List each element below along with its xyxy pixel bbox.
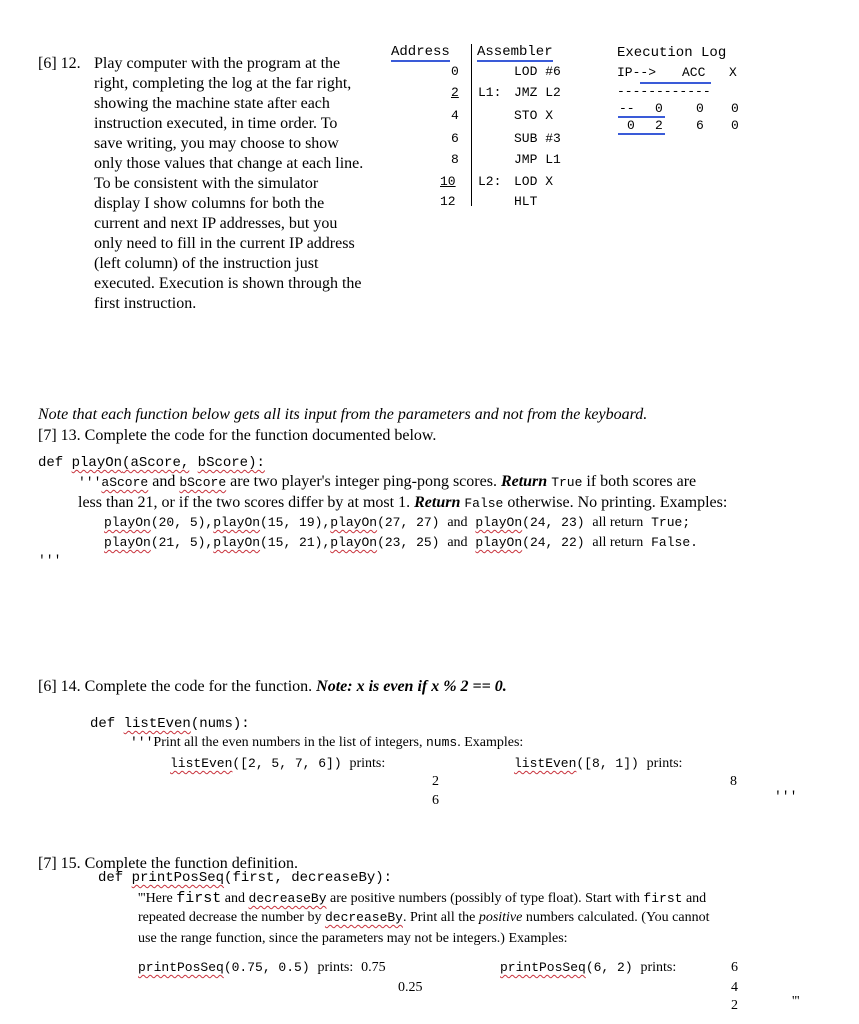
q14-ex2-prints: prints: — [646, 756, 683, 771]
question-12-text: Play computer with the program at the right, completing the log at the far right, showing the machine state after each instruction executed, in time order. To save writing, you may choose to show only those values that change at each line. To be consistent with the simulator display I show columns for both the current and next IP addresses, but you only need to fill in the current IP address (left column) of the instruction just executed. Execution is shown through the first instruction. — [94, 55, 364, 312]
q15-ex1-out2: 0.25 — [398, 980, 423, 995]
q13-doc-true: True — [551, 475, 583, 490]
question-14-note: Note: x is even if x % 2 == 0. — [316, 678, 507, 695]
q14-out1a: 2 — [432, 774, 439, 789]
q15-doc-and: and — [224, 891, 246, 906]
addr-row-4: 8 — [451, 152, 459, 167]
q14-def-line — [90, 716, 250, 732]
q15-def-keyword: def — [98, 870, 124, 886]
q15-doc-first: first — [176, 890, 222, 907]
q13-doc-return-2: Return — [414, 494, 461, 511]
q13-ex1-fn-a: playOn — [104, 515, 151, 530]
q15-doc-line-3: use the range function, since the parameters may not be integers.) Examples: — [138, 931, 568, 946]
address-header: Address — [391, 44, 450, 60]
q14-ex1-args: ([2, 5, 7, 6]) — [232, 756, 342, 771]
q13-doc-line2a: less than 21, or if the two scores differ by at most 1. — [78, 494, 411, 511]
log-row1-ip: -- — [619, 101, 635, 116]
note-text: Note that each function below gets all its input from the parameters and not from the keyboard. — [38, 406, 648, 423]
question-13-text: Complete the code for the function documented below. — [84, 427, 437, 444]
q13-def-line — [38, 455, 265, 471]
q15-doc-line1b: are positive numbers (possibly of type float). Start with — [330, 891, 640, 906]
question-15-text: Complete the function definition. — [84, 855, 298, 872]
label-row-5: L2: — [478, 174, 502, 189]
question-14-text: Complete the code for the function. — [84, 678, 313, 695]
q15-ex2-out1: 6 — [731, 960, 738, 975]
addr-row-1: 2 — [451, 85, 459, 100]
addr-row-3: 6 — [451, 131, 459, 146]
q14-ex2-args: ([8, 1]) — [576, 756, 639, 771]
q15-doc-line2c: numbers calculated. (You cannot — [525, 910, 710, 925]
q13-param-a: (aScore, — [122, 455, 190, 471]
question-12 — [38, 54, 368, 314]
q14-ex1-prints: prints: — [349, 756, 386, 771]
instr-row-4: JMP L1 — [514, 152, 561, 167]
q13-doc-open: ''' — [78, 475, 102, 490]
q13-doc-ascore: aScore — [101, 475, 149, 490]
q15-doc-positive: positive — [478, 910, 523, 925]
q15-doc-decreaseby-2: decreaseBy — [324, 910, 403, 925]
q15-ex2-args: (6, 2) — [585, 960, 633, 975]
question-14-heading — [38, 678, 507, 696]
q13-ex2-fn-b: playOn — [213, 535, 261, 550]
q14-ex2-fn: listEven — [514, 756, 577, 771]
q13-doc-return: Return — [500, 473, 548, 490]
q15-ex1-out1: 0.75 — [361, 960, 386, 975]
log-row2-x: 0 — [731, 118, 739, 133]
q15-doc-first-2: first — [643, 891, 683, 906]
q13-ex2-args-d: (24, 22) — [522, 535, 585, 550]
q13-doc-bscore: bScore — [179, 475, 227, 490]
q13-examples-1 — [104, 515, 690, 531]
q14-example-1 — [170, 756, 385, 772]
q13-doc-line2b: otherwise. No printing. Examples: — [507, 494, 728, 511]
q13-ex2-all-return: all return — [592, 535, 644, 550]
q15-def-line — [98, 870, 392, 886]
question-15-number: [7] 15. — [38, 855, 81, 872]
q13-ex1-args-d: (24, 23) — [522, 515, 585, 530]
q13-def-keyword: def — [38, 455, 64, 471]
addr-row-6: 12 — [440, 194, 456, 209]
log-row1-next: 0 — [655, 101, 663, 116]
instr-row-0: LOD #6 — [514, 64, 561, 79]
q15-ex2-out3: 2 — [731, 998, 738, 1013]
label-row-1: L1: — [478, 85, 502, 100]
q15-ex2-prints: prints: — [640, 960, 677, 975]
question-13-number: [7] 13. — [38, 427, 81, 444]
instr-row-1: JMZ L2 — [514, 85, 561, 100]
q13-ex2-args-c: (23, 25) — [377, 535, 440, 550]
column-divider — [471, 44, 472, 206]
q15-ex1-prints: prints: — [317, 960, 354, 975]
log-row1-x: 0 — [731, 101, 739, 116]
q15-doc-line2b: . Print all the — [402, 910, 476, 925]
question-13-heading — [38, 427, 436, 445]
q13-doc-line-1 — [78, 473, 696, 491]
q15-ex2-out2: 4 — [731, 980, 738, 995]
q15-doc-close: ''' — [792, 994, 800, 1009]
q13-ex2-fn-a: playOn — [104, 535, 151, 550]
instr-row-6: HLT — [514, 194, 538, 209]
q15-example-2 — [500, 960, 676, 976]
log-header-ip: IP--> — [617, 65, 657, 80]
q13-ex1-args-b: (15, 19), — [260, 515, 331, 530]
q15-ex1-fn: printPosSeq — [138, 960, 224, 975]
q13-doc-and: and — [152, 473, 176, 490]
q15-doc-line1c: and — [685, 891, 707, 906]
q15-ex2-fn: printPosSeq — [500, 960, 586, 975]
log-divider: ------------ — [617, 84, 711, 99]
q13-ex2-false: False. — [651, 535, 698, 550]
q13-ex1-fn-c: playOn — [330, 515, 378, 530]
q13-function-name: playOn — [71, 455, 123, 471]
q13-ex1-and: and — [447, 515, 468, 530]
instr-row-5: LOD X — [514, 174, 554, 189]
q14-out1b: 6 — [432, 793, 439, 808]
execution-log-title: Execution Log — [617, 45, 727, 61]
q13-param-b: bScore): — [197, 455, 265, 471]
instr-row-3: SUB #3 — [514, 131, 561, 146]
q15-function-name: printPosSeq — [131, 870, 225, 886]
q13-ex2-fn-c: playOn — [330, 535, 378, 550]
q13-ex1-fn-d: playOn — [475, 515, 523, 530]
q14-doc-examples: . Examples: — [457, 735, 524, 750]
q15-ex1-args: (0.75, 0.5) — [223, 960, 310, 975]
q14-def-keyword: def — [90, 716, 116, 732]
q14-doc-nums: nums — [425, 735, 458, 750]
addr-row-2: 4 — [451, 108, 459, 123]
q15-doc-open: '''Here — [138, 891, 173, 906]
question-14-number: [6] 14. — [38, 678, 81, 695]
question-12-number: [6] 12. — [38, 55, 81, 72]
q13-ex2-fn-d: playOn — [475, 535, 523, 550]
q13-doc-desc1: are two player's integer ping-pong scores. — [230, 473, 497, 490]
log-row1-acc: 0 — [696, 101, 704, 116]
q14-example-2 — [514, 756, 682, 772]
q13-ex2-args-a: (21, 5), — [150, 535, 214, 550]
log-row2-underline — [618, 133, 665, 135]
q14-out2: 8 — [730, 774, 737, 789]
q14-doc-desc: Print all the even numbers in the list of integers, — [153, 735, 423, 750]
q14-doc-close: ''' — [774, 789, 798, 804]
q14-ex1-fn: listEven — [170, 756, 233, 771]
q15-doc-line2a: repeated decrease the number by — [138, 910, 322, 925]
q13-ex2-args-b: (15, 21), — [260, 535, 331, 550]
q13-ex2-and: and — [447, 535, 468, 550]
q13-ex1-true: True; — [651, 515, 691, 530]
q13-ex1-args-c: (27, 27) — [377, 515, 440, 530]
addr-row-0: 0 — [451, 64, 459, 79]
log-header-acc: ACC — [682, 65, 706, 80]
q15-doc-decreaseby: decreaseBy — [248, 891, 327, 906]
addr-row-5: 10 — [440, 174, 456, 189]
q15-example-1 — [138, 960, 386, 976]
q14-doc-open: ''' — [130, 735, 154, 750]
q13-ex1-fn-b: playOn — [213, 515, 261, 530]
q13-doc-line-2 — [78, 494, 727, 512]
log-row2-acc: 6 — [696, 118, 704, 133]
q13-examples-2 — [104, 535, 698, 551]
q13-doc-false: False — [464, 496, 504, 511]
instr-row-2: STO X — [514, 108, 554, 123]
q15-doc-line-1 — [138, 890, 706, 907]
log-header-x: X — [729, 65, 737, 80]
assembler-header: Assembler — [477, 44, 553, 60]
q14-params: (nums): — [190, 716, 250, 732]
q14-function-name: listEven — [123, 716, 191, 732]
q13-ex1-args-a: (20, 5), — [150, 515, 214, 530]
log-row2-next: 2 — [655, 118, 663, 133]
q15-params: (first, decreaseBy): — [224, 870, 393, 886]
q13-doc-close: ''' — [38, 553, 62, 568]
q14-doc-line — [130, 735, 523, 751]
log-row2-ip: 0 — [627, 118, 635, 133]
q15-doc-line-2 — [138, 910, 710, 926]
q13-ex1-all-return: all return — [592, 515, 644, 530]
q13-doc-desc2: if both scores are — [586, 473, 697, 490]
